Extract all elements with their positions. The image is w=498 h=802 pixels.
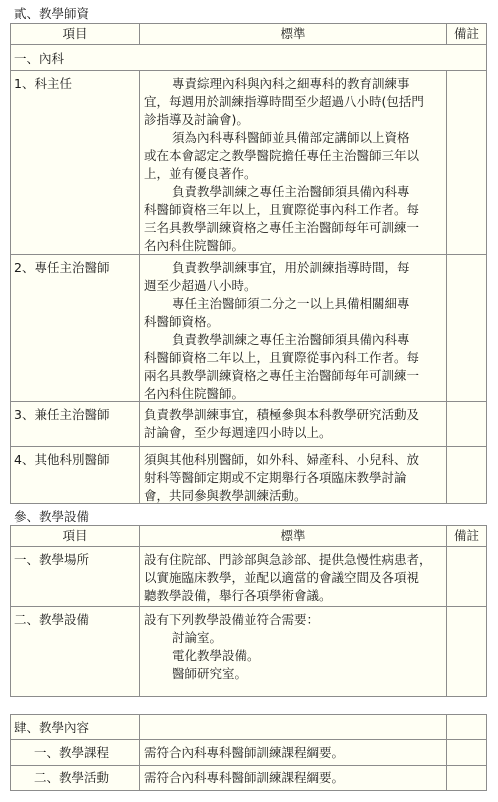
header-standard: 標準	[140, 526, 446, 546]
header-item: 項目	[11, 526, 139, 546]
standard-line: 負責教學訓練之專任主治醫師須具備內科專	[172, 332, 410, 347]
row-item-teaching-equipment: 二、教學設備	[14, 612, 90, 627]
standard-line: 名內科住院醫師。	[144, 238, 245, 253]
row-standard-part-time-physician	[144, 406, 419, 442]
standard-line: 負責教學訓練事宜，用於訓練指導時間，每	[172, 260, 410, 275]
standard-line: 科醫師資格。	[144, 314, 220, 329]
standard-line: 以實施臨床教學，並配以適當的會議空間及各項視	[144, 570, 420, 585]
row-standard-department-head	[144, 75, 424, 255]
standard-line: 設有下列教學設備並符合需要：	[144, 612, 320, 627]
standard-line: 負責教學訓練之專任主治醫師須具備內科專	[172, 184, 410, 199]
standard-line: 專任主治醫師須二分之一以上具備相關細專	[172, 296, 410, 311]
equipment-item: 醫師研究室。	[172, 666, 248, 681]
header-standard: 標準	[140, 24, 446, 44]
standard-line: 宜，每週用於訓練指導時間至少超過八小時(包括門	[144, 94, 424, 109]
header-note: 備註	[447, 24, 486, 44]
standard-line: 討論會，至少每週達四小時以上。	[144, 425, 332, 440]
section-title-teaching-content: 肆、教學內容	[14, 720, 90, 735]
standard-line: 會，共同參與教學訓練活動。	[144, 488, 307, 503]
standard-line: 兩名具教學訓練資格之專任主治醫師每年可訓練一	[144, 368, 420, 383]
section-title-teaching-staff: 貳、教學師資	[14, 6, 90, 21]
standard-line: 專責綜理內科與內科之細專科的教育訓練事	[172, 76, 410, 91]
row-item-attending-physician: 2、專任主治醫師	[14, 260, 110, 275]
row-item-department-head: 1、科主任	[14, 76, 72, 91]
standard-line: 上，並有優良著作。	[144, 166, 257, 181]
group-row	[11, 45, 486, 70]
row-item-curriculum: 一、教學課程	[34, 745, 110, 760]
standard-line: 負責教學訓練事宜，積極參與本科教學研究活動及	[144, 407, 420, 422]
equipment-item: 討論室。	[172, 630, 223, 645]
standard-line: 聽教學設備，舉行各項學術會議。	[144, 588, 332, 603]
standard-line: 名內科住院醫師。	[144, 386, 245, 401]
standard-line: 射科等醫師定期或不定期舉行各項臨床教學討論	[144, 470, 407, 485]
row-standard-attending-physician	[144, 259, 419, 403]
standard-line: 三名具教學訓練資格之專任主治醫師每年可訓練一	[144, 220, 420, 235]
standard-line: 週至少超過八小時。	[144, 278, 257, 293]
standard-line: 須為內科專科醫師並具備部定講師以上資格	[172, 130, 410, 145]
row-standard-other-specialists	[144, 451, 419, 505]
row-item-teaching-venue: 一、教學場所	[14, 552, 90, 567]
row-standard-teaching-equipment	[144, 611, 319, 683]
standard-line: 科醫師資格三年以上，且實際從事內科工作者。每	[144, 202, 420, 217]
row-standard-teaching-venue	[144, 551, 432, 605]
row-standard-curriculum: 需符合內科專科醫師訓練課程綱要。	[144, 745, 345, 760]
section-title-teaching-equipment: 參、教學設備	[14, 509, 90, 524]
standard-line: 診指導及討論會)。	[144, 112, 249, 127]
row-standard-activities: 需符合內科專科醫師訓練課程綱要。	[144, 770, 345, 785]
row-item-activities: 二、教學活動	[34, 770, 110, 785]
standard-line: 須與其他科別醫師，如外科、婦產科、小兒科、放	[144, 452, 420, 467]
standard-line: 科醫師資格二年以上，且實際從事內科工作者。每	[144, 350, 420, 365]
standard-line: 設有住院部、門診部與急診部、提供急慢性病患者，	[144, 552, 432, 567]
header-item: 項目	[11, 24, 139, 44]
equipment-item: 電化教學設備。	[172, 648, 260, 663]
header-note: 備註	[447, 526, 486, 546]
standard-line: 或在本會認定之教學醫院擔任專任主治醫師三年以	[144, 148, 420, 163]
row-item-other-specialists: 4、其他科別醫師	[14, 452, 110, 467]
row-item-part-time-physician: 3、兼任主治醫師	[14, 407, 110, 422]
group-internal-medicine: 一、內科	[14, 51, 65, 66]
